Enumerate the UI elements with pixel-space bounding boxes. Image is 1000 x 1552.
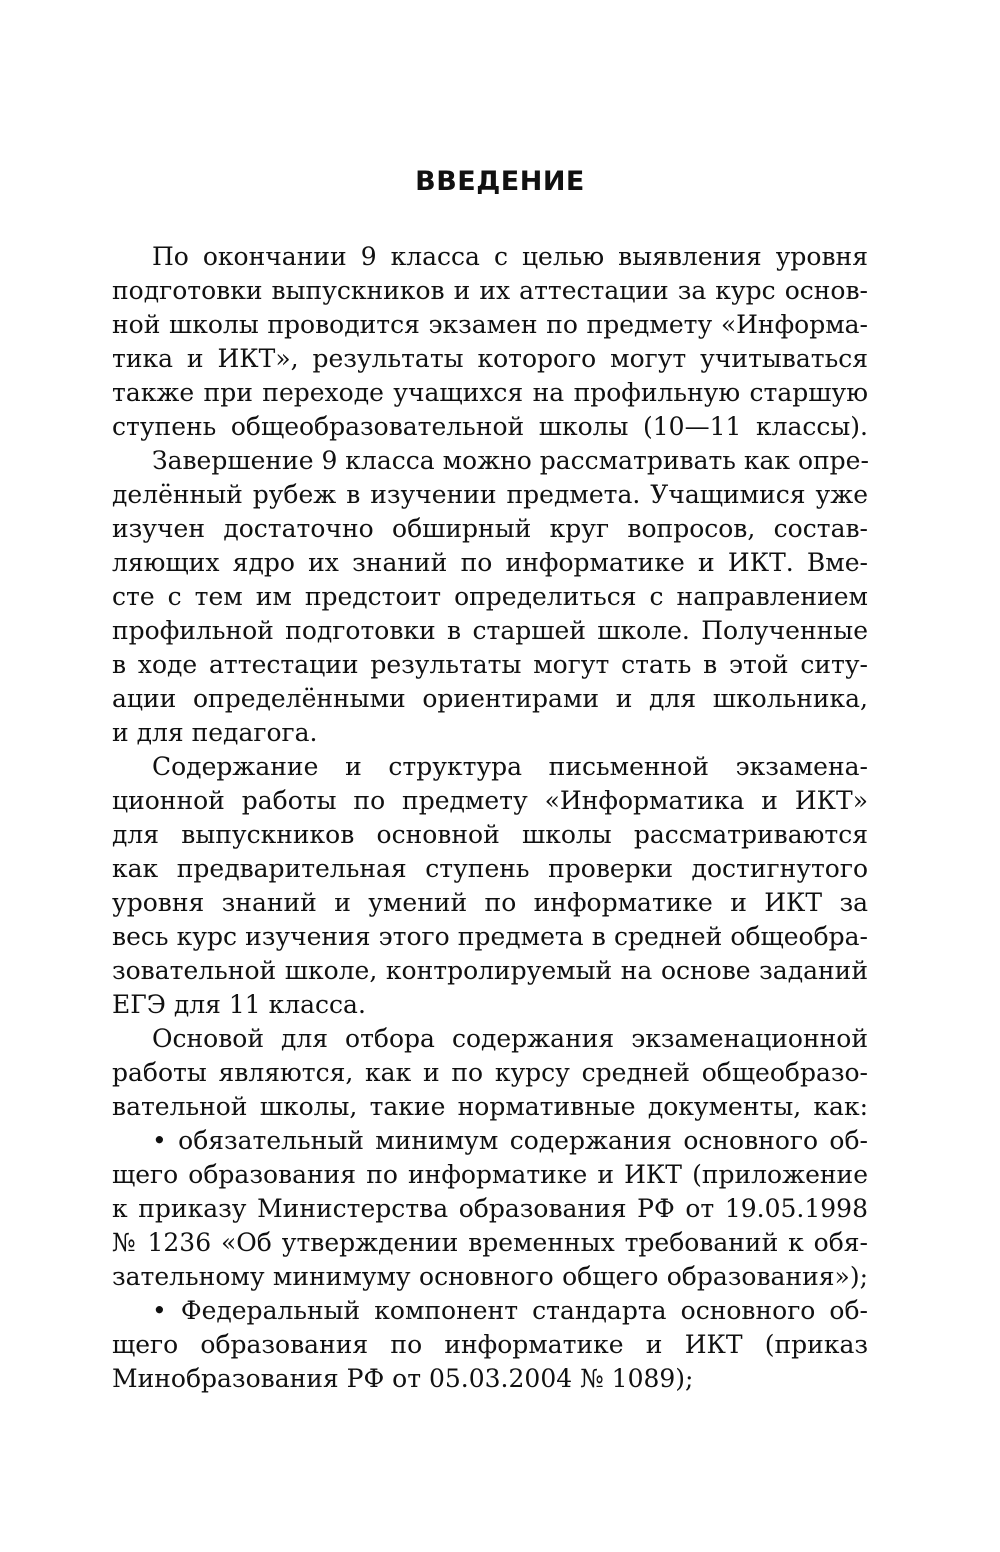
text-line: Завершение 9 класса можно рассматривать как опре- bbox=[152, 446, 869, 475]
text-line: ной школы проводится экзамен по предмету «Информа- bbox=[112, 310, 868, 339]
text-line: профильной подготовки в старшей школе. Полученные bbox=[112, 616, 868, 645]
text-line: работы являются, как и по курсу средней общеобразо- bbox=[112, 1058, 868, 1087]
text-line: ации определёнными ориентирами и для школьника, bbox=[112, 684, 868, 713]
text-line: и для педагога. bbox=[112, 718, 318, 747]
text-line: Основой для отбора содержания экзаменационной bbox=[152, 1024, 868, 1053]
text-line: По окончании 9 класса с целью выявления уровня bbox=[152, 242, 868, 271]
text-line: щего образования по информатике и ИКТ (приказ bbox=[112, 1330, 868, 1359]
text-line: тика и ИКТ», результаты которого могут учитываться bbox=[112, 344, 868, 373]
bullet-line: • обязательный минимум содержания основного об- bbox=[152, 1126, 868, 1155]
text-line: щего образования по информатике и ИКТ (приложение bbox=[112, 1160, 868, 1189]
text-line: для выпускников основной школы рассматриваются bbox=[112, 820, 868, 849]
text-line: сте с тем им предстоит определиться с направлением bbox=[112, 582, 868, 611]
text-line: в ходе аттестации результаты могут стать в этой ситу- bbox=[112, 650, 868, 679]
text-line: к приказу Министерства образования РФ от 19.05.1998 bbox=[112, 1194, 868, 1223]
text-line: № 1236 «Об утверждении временных требований к обя- bbox=[112, 1228, 868, 1257]
bullet-line: • Федеральный компонент стандарта основного об- bbox=[152, 1296, 868, 1325]
text-line: зовательной школе, контролируемый на основе заданий bbox=[112, 956, 868, 985]
text-line: ЕГЭ для 11 класса. bbox=[112, 990, 366, 1019]
text-line: ляющих ядро их знаний по информатике и ИКТ. Вме- bbox=[112, 548, 868, 577]
text-line: Минобразования РФ от 05.03.2004 № 1089); bbox=[112, 1364, 694, 1393]
text-line: изучен достаточно обширный круг вопросов, состав- bbox=[112, 514, 868, 543]
text-line: весь курс изучения этого предмета в средней общеобра- bbox=[112, 922, 868, 951]
text-line: зательному минимуму основного общего образования»); bbox=[112, 1262, 868, 1291]
text-line: Содержание и структура письменной экзамена- bbox=[152, 752, 868, 781]
text-line: также при переходе учащихся на профильную старшую bbox=[112, 378, 868, 407]
text-line: уровня знаний и умений по информатике и ИКТ за bbox=[112, 888, 868, 917]
text-line: делённый рубеж в изучении предмета. Учащимися уже bbox=[112, 480, 868, 509]
text-line: как предварительная ступень проверки достигнутого bbox=[112, 854, 868, 883]
text-line: вательной школы, такие нормативные документы, как: bbox=[112, 1092, 868, 1121]
page-title: ВВЕДЕНИЕ bbox=[415, 166, 585, 197]
text-line: ционной работы по предмету «Информатика и ИКТ» bbox=[112, 786, 868, 815]
text-line: ступень общеобразовательной школы (10—11 классы). bbox=[112, 412, 868, 441]
text-line: подготовки выпускников и их аттестации за курс основ- bbox=[112, 276, 868, 305]
